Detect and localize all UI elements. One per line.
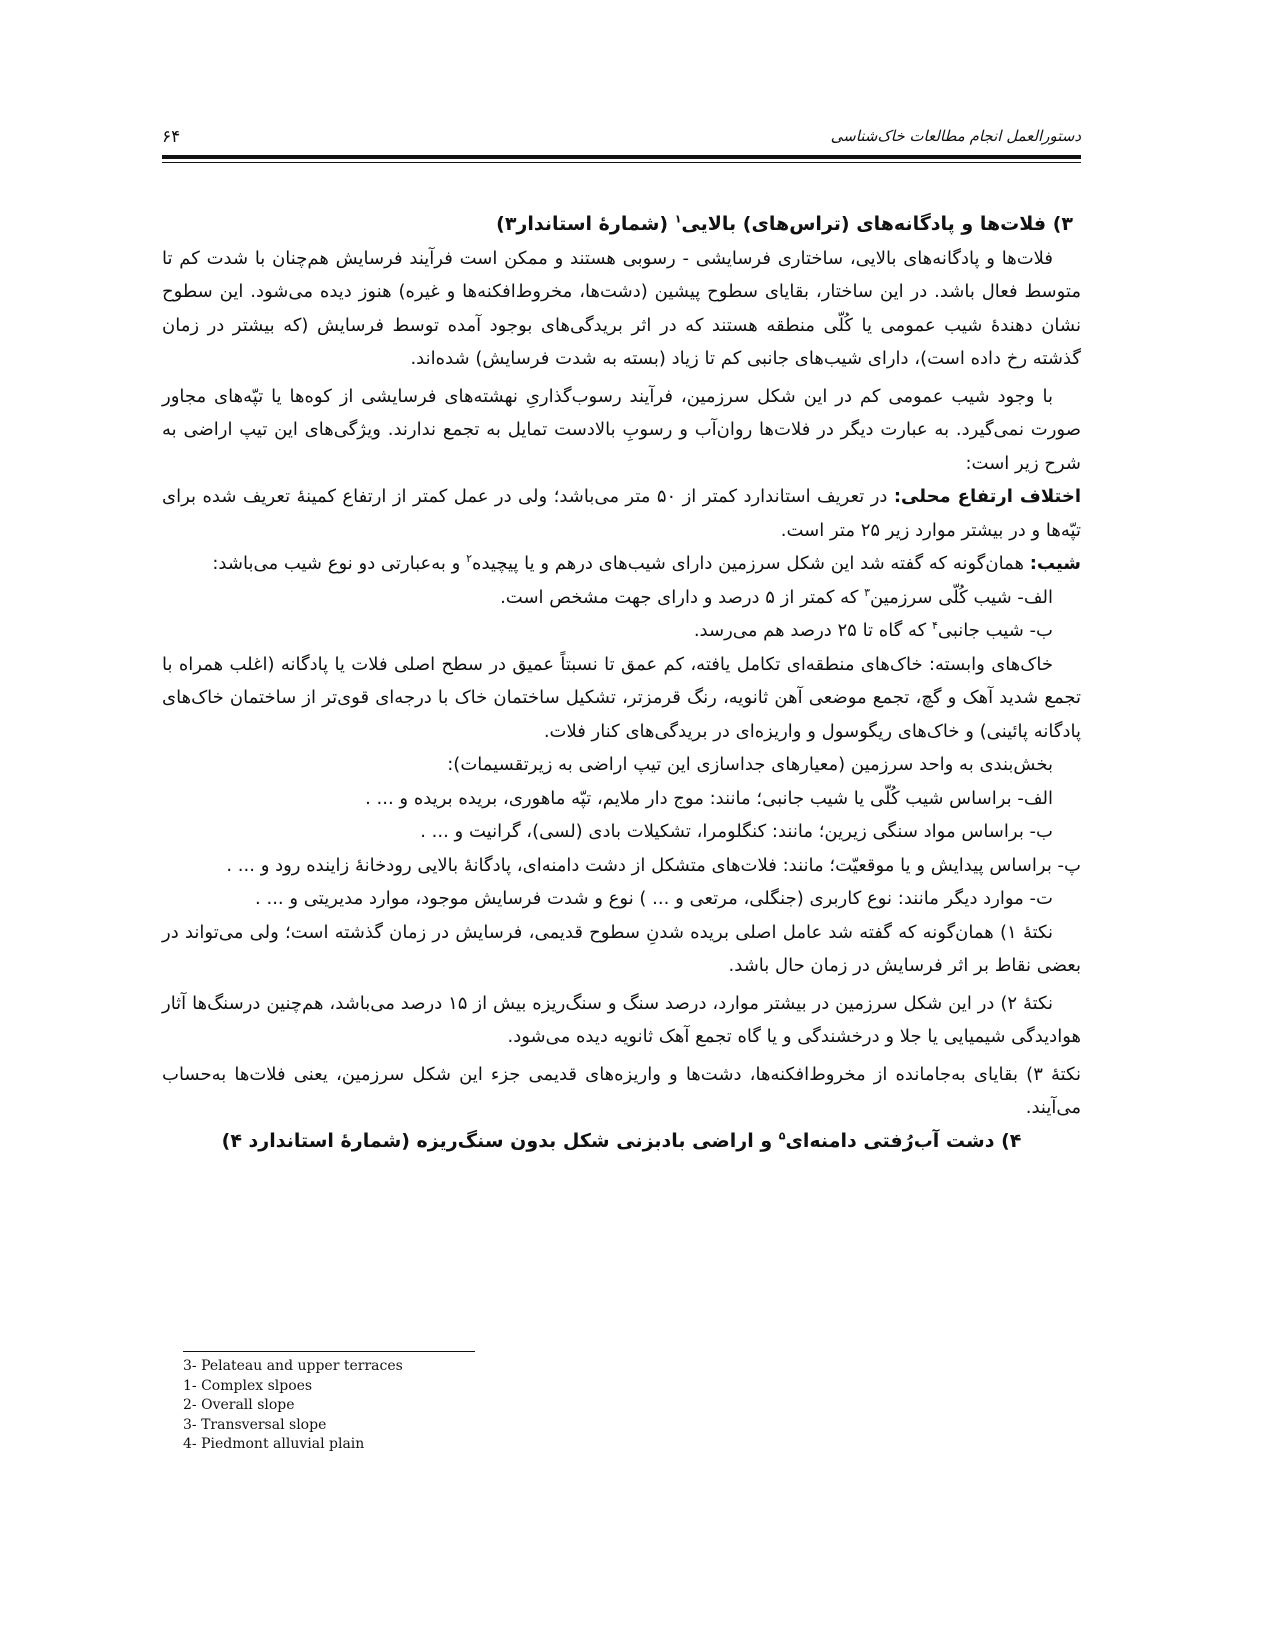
paragraph-associated-soils: خاک‌های وابسته: خاک‌های منطقه‌ای تکامل یافته، کم عمق تا نسبتاً عمیق در سطح اصلی فلات یا پادگانه (اغلب همراه با تجمع شدید آهک و گچ، تجمع موضعی آهن ثانویه، رنگ قرمزتر، تشکیل ساختمان خاک با درجه‌ای قوی‌تر از ساختمان خاک‌های پادگانه پائینی) و خاک‌های ریگوسول و واریزه‌ای در بریدگی‌های کنار فلات. [162, 653, 1081, 742]
subdivision-item-a: الف- براساس شیب کُلّی یا شیب جانبی؛ مانند: موج دار ملایم، تپّه ماهوری، بریده بریده و ... . [365, 787, 1053, 809]
subdivision-intro: بخش‌بندی به واحد سرزمین (معیارهای جداسازی این تیپ اراضی به زیرتقسیمات): [447, 754, 1053, 775]
footnotes [183, 1357, 403, 1455]
slope-item-transversal: ب- شیب جانبی$^۴$ که گاه تا ۲۵ درصد هم می‌رسد. [693, 619, 1053, 641]
footnote: 3- Pelateau and upper terraces [183, 1358, 403, 1374]
page-number: ۶۴ [162, 127, 181, 147]
section-3-heading: ۳) فلات‌ها و پادگانه‌های (تراس‌های) بالایی$^۱$ (شمارهٔ استاندار۳) [496, 212, 1073, 235]
footnote: 3- Transversal slope [183, 1416, 327, 1433]
section-4-heading: ۴) دشت آب‌رُفتی دامنه‌ای$^۵$ و اراضی بادبزنی شکل بدون سنگ‌ریزه (شمارهٔ استاندارد ۴) [221, 1129, 1022, 1152]
paragraph-local-relief: اختلاف ارتفاع محلی: در تعریف استاندارد کمتر از ۵۰ متر می‌باشد؛ ولی در عمل کمتر از ارتفاع کمینهٔ تعریف شده برای تپّه‌ها و در بیشتر موارد زیر ۲۵ متر است. [162, 486, 1081, 541]
subdivision-item-b: ب- براساس مواد سنگی زیرین؛ مانند: کنگلومرا، تشکیلات بادی (لسی)، گرانیت و ... . [420, 821, 1053, 842]
header-rule-thick [162, 155, 1081, 159]
paragraph-intro: فلات‌ها و پادگانه‌های بالایی، ساختاری فرسایشی - رسوبی هستند و ممکن است فرآیند فرسایش هم‌چنان با شدت کم تا متوسط فعال باشد. در این ساختار، بقایای سطوح پیشین (دشت‌ها، مخروط‌افکنه‌ها و غیره) هنوز دیده می‌شود. این سطوح نشان دهندهٔ شیب عمومی یا کُلّی منطقه هستند که در اثر بریدگی‌های بوجود آمده توسط فرسایش (که بیشتر در زمان گذشته رخ داده است)، دارای شیب‌های جانبی کم تا زیاد (بسته به شدت فرسایش) شده‌اند. [162, 247, 1081, 369]
page-body [162, 208, 1081, 1158]
note-3: نکتهٔ ۳) بقایای به‌جامانده از مخروط‌افکنه‌ها، دشت‌ها و واریزه‌های قدیمی جزء این شکل سرزمین، یعنی فلات‌ها به‌حساب می‌آیند. [162, 1063, 1081, 1118]
header-rule-thin [162, 162, 1081, 163]
note-2: نکتهٔ ۲) در این شکل سرزمین در بیشتر موارد، درصد سنگ و سنگ‌ریزه بیش از ۱۵ درصد می‌باشد، هم‌چنین درسنگ‌ها آثار هوادیدگی شیمیایی یا جلا و درخشندگی و یا گاه تجمع آهک ثانویه دیده می‌شود. [162, 992, 1081, 1047]
running-title: دستورالعمل انجام مطالعات خاک‌شناسی [830, 127, 1081, 145]
footnote-rule [183, 1351, 475, 1352]
footnote: 2- Overall slope [183, 1397, 295, 1413]
paragraph-slope-context: با وجود شیب عمومی کم در این شکل سرزمین، فرآیند رسوب‌گذاریِ نهشته‌های فرسایشی از کوه‌ها یا تپّه‌های مجاور صورت نمی‌گیرد. به عبارت دیگر در فلات‌ها روان‌آب و رسوبِ بالادست تمایل به تجمع ندارند. ویژگی‌های این تیپ اراضی به شرح زیر است: [162, 385, 1081, 474]
subdivision-item-p: پ- براساس پیدایش و یا موقعیّت؛ مانند: فلات‌های متشکل از دشت دامنه‌ای، پادگانهٔ بالایی رودخانهٔ زاینده رود و ... . [226, 854, 1081, 876]
note-1: نکتهٔ ۱) همان‌گونه که گفته شد عامل اصلی بریده شدنِ سطوح قدیمی، فرسایش در زمان گذشته است؛ ولی می‌تواند در بعضی نقاط بر اثر فرسایش در زمان حال باشد. [162, 921, 1081, 976]
footnote: 4- Piedmont alluvial plain [183, 1436, 365, 1452]
paragraph-slope: شیب: همان‌گونه که گفته شد این شکل سرزمین دارای شیب‌های درهم و یا پیچیده$^۲$ و به‌عبارتی دو نوع شیب می‌باشد: [212, 552, 1081, 574]
slope-item-overall: الف- شیب کُلّی سرزمین$^۳$ که کمتر از ۵ درصد و دارای جهت مشخص است. [500, 585, 1053, 608]
page-header [162, 127, 1081, 149]
subdivision-item-t: ت- موارد دیگر مانند: نوع کاربری (جنگلی، مرتعی و ... ) نوع و شدت فرسایش موجود، موارد مدیریتی و ... . [255, 888, 1053, 909]
footnote: 1- Complex slpoes [183, 1377, 313, 1394]
